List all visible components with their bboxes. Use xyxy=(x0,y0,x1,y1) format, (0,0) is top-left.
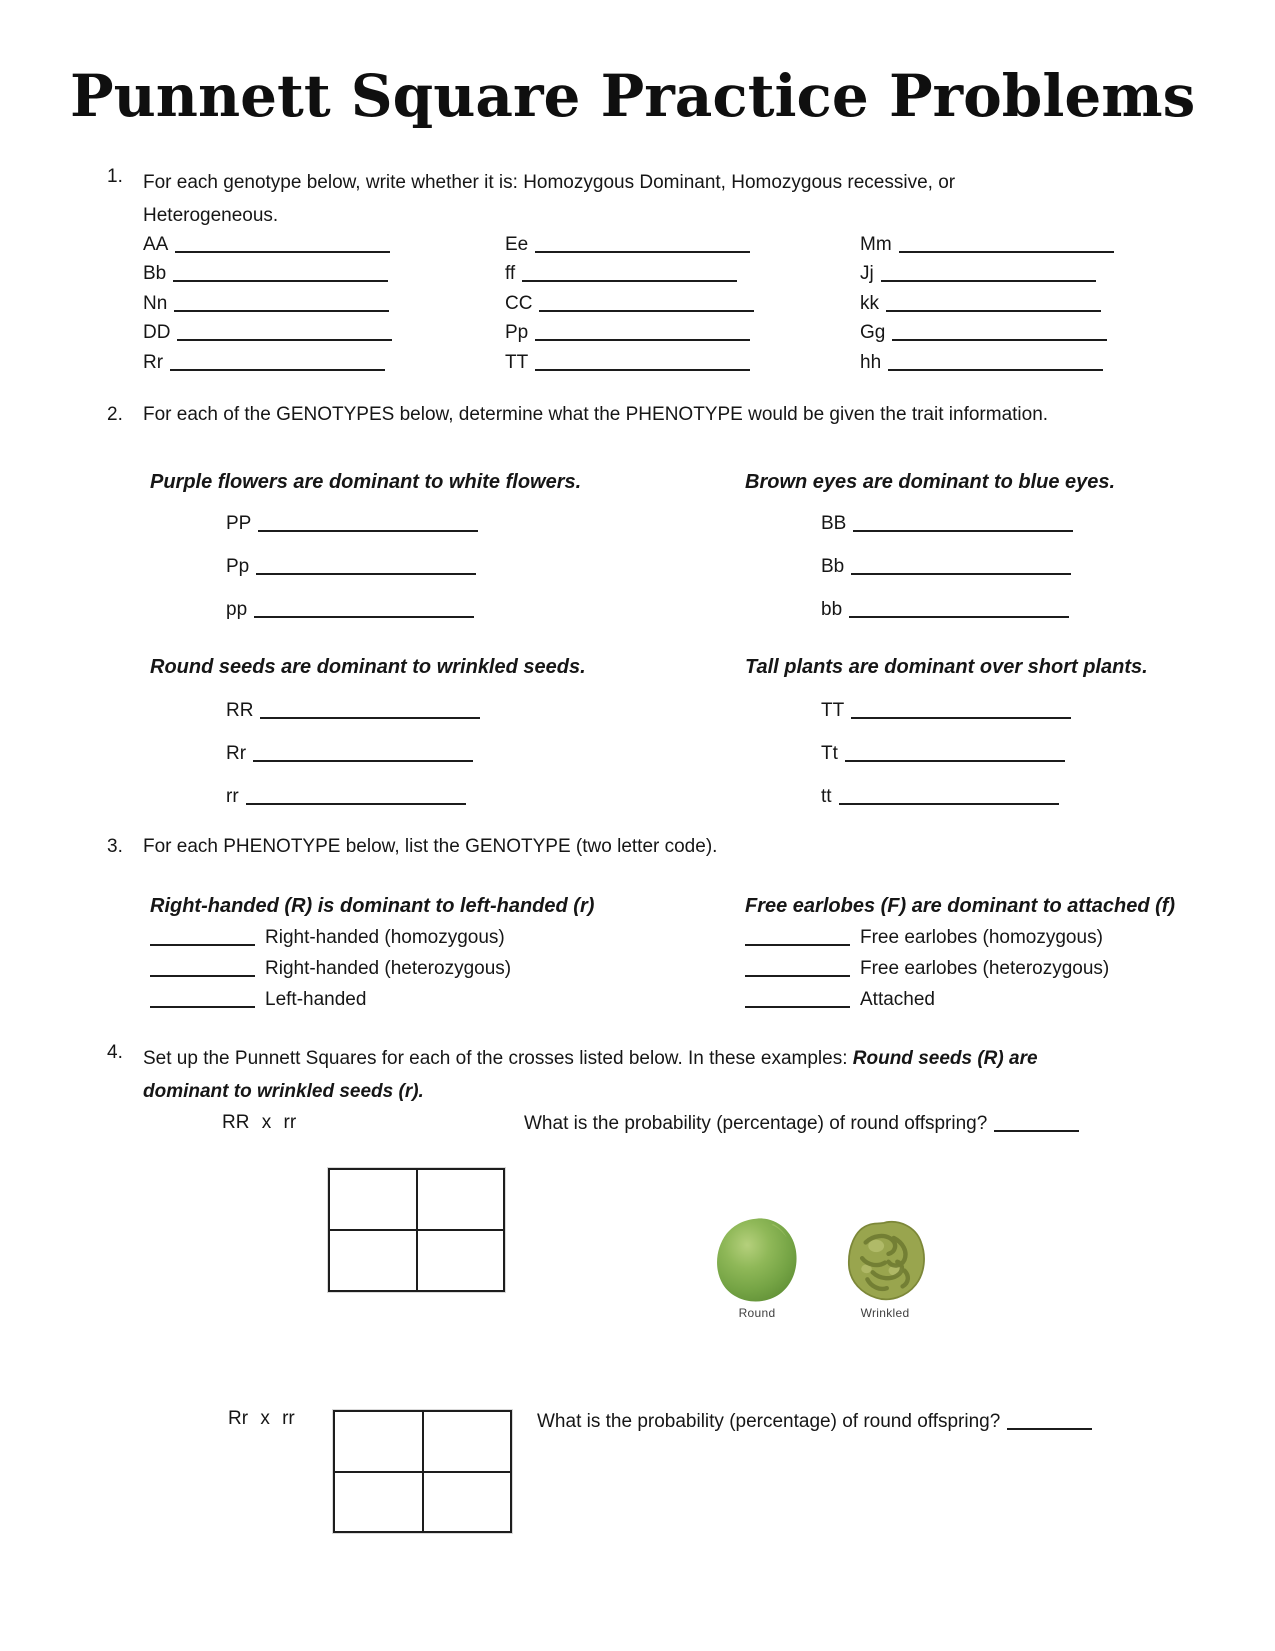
genotype-row xyxy=(226,512,478,555)
genotype-row xyxy=(226,598,478,641)
answer-blank xyxy=(892,324,1107,341)
answer-blank xyxy=(851,702,1071,719)
genotype-row xyxy=(860,292,1114,321)
q4-prompt-normal: Set up the Punnett Squares for each of the crosses listed below. In these examples: xyxy=(143,1048,853,1069)
genotype-row xyxy=(143,292,392,321)
genotype-row xyxy=(821,742,1071,785)
phenotype-label: Left-handed xyxy=(265,989,367,1010)
genotype-label: ff xyxy=(505,263,516,285)
genotype-label: AA xyxy=(143,234,169,255)
answer-blank xyxy=(522,265,737,282)
q1-prompt xyxy=(107,166,955,232)
genotype-row xyxy=(143,351,392,380)
genotype-row xyxy=(505,233,754,262)
q4-prompt xyxy=(107,1042,1038,1108)
genotype-row xyxy=(860,351,1114,380)
phenotype-label: Attached xyxy=(860,989,935,1010)
answer-blank xyxy=(853,515,1073,532)
genotype-label: Bb xyxy=(143,263,167,285)
genotype-row xyxy=(505,262,754,291)
genotype-row xyxy=(505,292,754,321)
cross2-label: Rr x rr xyxy=(228,1408,295,1429)
genotype-row xyxy=(226,555,478,598)
answer-blank xyxy=(899,236,1114,253)
genotype-label: Rr xyxy=(226,743,247,764)
genotype-label: Rr xyxy=(143,351,164,373)
round-pea-label: Round xyxy=(738,1306,776,1320)
q2-purple-genotypes xyxy=(226,512,478,641)
genotype-label: DD xyxy=(143,322,171,344)
answer-blank xyxy=(851,558,1071,575)
phenotype-row xyxy=(745,926,1109,957)
genotype-row xyxy=(505,321,754,350)
genotype-label: CC xyxy=(505,292,533,314)
q1-column-3 xyxy=(860,233,1114,380)
cross2-question-text: What is the probability (percentage) of round offspring? xyxy=(537,1411,1001,1432)
phenotype-label: Right-handed (homozygous) xyxy=(265,927,505,948)
genotype-label: Nn xyxy=(143,292,168,314)
answer-blank xyxy=(886,295,1101,312)
answer-blank xyxy=(888,354,1103,371)
cross1-question-text: What is the probability (percentage) of round offspring? xyxy=(524,1113,988,1134)
genotype-row xyxy=(821,512,1073,555)
genotype-label: Mm xyxy=(860,234,892,255)
worksheet-title: Punnett Square Practice Problems xyxy=(70,62,1196,130)
answer-blank xyxy=(539,295,754,312)
answer-blank xyxy=(535,354,750,371)
genotype-row xyxy=(821,699,1071,742)
answer-blank xyxy=(150,991,255,1008)
trait-header-right-handed: Right-handed (R) is dominant to left-handed (r) xyxy=(150,895,595,917)
q2-tall-genotypes xyxy=(821,699,1071,828)
genotype-row xyxy=(860,262,1114,291)
q4-prompt-bold-line2: dominant to wrinkled seeds (r). xyxy=(143,1081,424,1102)
genotype-row xyxy=(143,233,392,262)
genotype-label: TT xyxy=(505,351,529,373)
q3-right-items xyxy=(745,926,1109,1019)
trait-header-free-earlobes: Free earlobes (F) are dominant to attached (f) xyxy=(745,895,1176,917)
phenotype-row xyxy=(150,926,511,957)
punnett-grid-hline xyxy=(335,1471,510,1473)
genotype-label: Bb xyxy=(821,556,845,577)
q1-prompt-line1: For each genotype below, write whether it is: Homozygous Dominant, Homozygous recessive, or xyxy=(143,172,956,193)
q4-number: 4. xyxy=(107,1042,123,1063)
answer-blank xyxy=(173,265,388,282)
genotype-label: Pp xyxy=(226,556,250,577)
q2-prompt-text: For each of the GENOTYPES below, determine what the PHENOTYPE would be given the trait information. xyxy=(143,404,1049,425)
round-pea-image xyxy=(712,1215,802,1305)
genotype-row xyxy=(143,321,392,350)
answer-blank xyxy=(260,702,480,719)
answer-blank xyxy=(839,788,1059,805)
cross1-label: RR x rr xyxy=(222,1112,297,1133)
q1-column-1 xyxy=(143,233,392,380)
answer-blank xyxy=(256,558,476,575)
phenotype-row xyxy=(745,957,1109,988)
trait-header-round-seeds: Round seeds are dominant to wrinkled seeds. xyxy=(150,656,586,678)
q2-prompt xyxy=(107,404,1048,426)
answer-blank xyxy=(175,236,390,253)
wrinkled-pea-image xyxy=(840,1216,930,1304)
genotype-label: kk xyxy=(860,292,879,314)
genotype-label: hh xyxy=(860,351,882,373)
answer-blank xyxy=(745,929,850,946)
genotype-row xyxy=(860,233,1114,262)
trait-header-brown-eyes: Brown eyes are dominant to blue eyes. xyxy=(745,471,1116,493)
answer-blank xyxy=(994,1115,1079,1132)
wrinkled-pea-label: Wrinkled xyxy=(860,1306,910,1320)
phenotype-label: Free earlobes (heterozygous) xyxy=(860,958,1110,979)
phenotype-row xyxy=(745,988,1109,1019)
genotype-label: Jj xyxy=(860,263,874,285)
genotype-row xyxy=(505,351,754,380)
q4-prompt-bold-line1: Round seeds (R) are xyxy=(852,1048,1038,1069)
genotype-label: Pp xyxy=(505,322,529,344)
genotype-label: pp xyxy=(226,599,248,620)
q2-brown-genotypes xyxy=(821,512,1073,641)
answer-blank xyxy=(745,960,850,977)
genotype-row xyxy=(226,785,480,828)
genotype-label: rr xyxy=(226,786,239,807)
genotype-label: tt xyxy=(821,786,832,807)
genotype-label: TT xyxy=(821,700,845,721)
genotype-label: RR xyxy=(226,700,254,721)
answer-blank xyxy=(535,324,750,341)
genotype-row xyxy=(860,321,1114,350)
answer-blank xyxy=(535,236,750,253)
cross1-question xyxy=(524,1112,1079,1135)
genotype-row xyxy=(226,742,480,785)
answer-blank xyxy=(849,601,1069,618)
genotype-label: Ee xyxy=(505,234,529,255)
q3-prompt-text: For each PHENOTYPE below, list the GENOTYPE (two letter code). xyxy=(143,836,718,857)
genotype-row xyxy=(821,555,1073,598)
punnett-square-1 xyxy=(328,1168,505,1292)
q1-column-2 xyxy=(505,233,754,380)
answer-blank xyxy=(150,929,255,946)
phenotype-row xyxy=(150,957,511,988)
answer-blank xyxy=(170,354,385,371)
answer-blank xyxy=(845,745,1065,762)
answer-blank xyxy=(258,515,478,532)
punnett-square-2 xyxy=(333,1410,512,1533)
answer-blank xyxy=(254,601,474,618)
answer-blank xyxy=(881,265,1096,282)
phenotype-label: Free earlobes (homozygous) xyxy=(860,927,1103,948)
genotype-label: Gg xyxy=(860,322,886,344)
genotype-label: BB xyxy=(821,513,847,534)
genotype-label: Tt xyxy=(821,743,838,764)
trait-header-purple-flowers: Purple flowers are dominant to white flowers. xyxy=(150,471,582,493)
cross2-question xyxy=(537,1410,1092,1433)
punnett-grid-hline xyxy=(330,1229,503,1231)
answer-blank xyxy=(174,295,389,312)
genotype-label: PP xyxy=(226,513,252,534)
answer-blank xyxy=(246,788,466,805)
trait-header-tall-plants: Tall plants are dominant over short plants. xyxy=(745,656,1148,678)
q2-round-genotypes xyxy=(226,699,480,828)
answer-blank xyxy=(1007,1413,1092,1430)
q3-prompt xyxy=(107,836,717,858)
answer-blank xyxy=(253,745,473,762)
answer-blank xyxy=(150,960,255,977)
genotype-row xyxy=(821,598,1073,641)
phenotype-label: Right-handed (heterozygous) xyxy=(265,958,512,979)
q1-number: 1. xyxy=(107,166,123,187)
q1-prompt-line2: Heterogeneous. xyxy=(143,205,279,226)
answer-blank xyxy=(177,324,392,341)
q3-left-items xyxy=(150,926,511,1019)
q2-number: 2. xyxy=(107,404,123,425)
genotype-row xyxy=(143,262,392,291)
genotype-row xyxy=(821,785,1071,828)
q3-number: 3. xyxy=(107,836,123,857)
phenotype-row xyxy=(150,988,511,1019)
genotype-row xyxy=(226,699,480,742)
answer-blank xyxy=(745,991,850,1008)
genotype-label: bb xyxy=(821,599,843,620)
